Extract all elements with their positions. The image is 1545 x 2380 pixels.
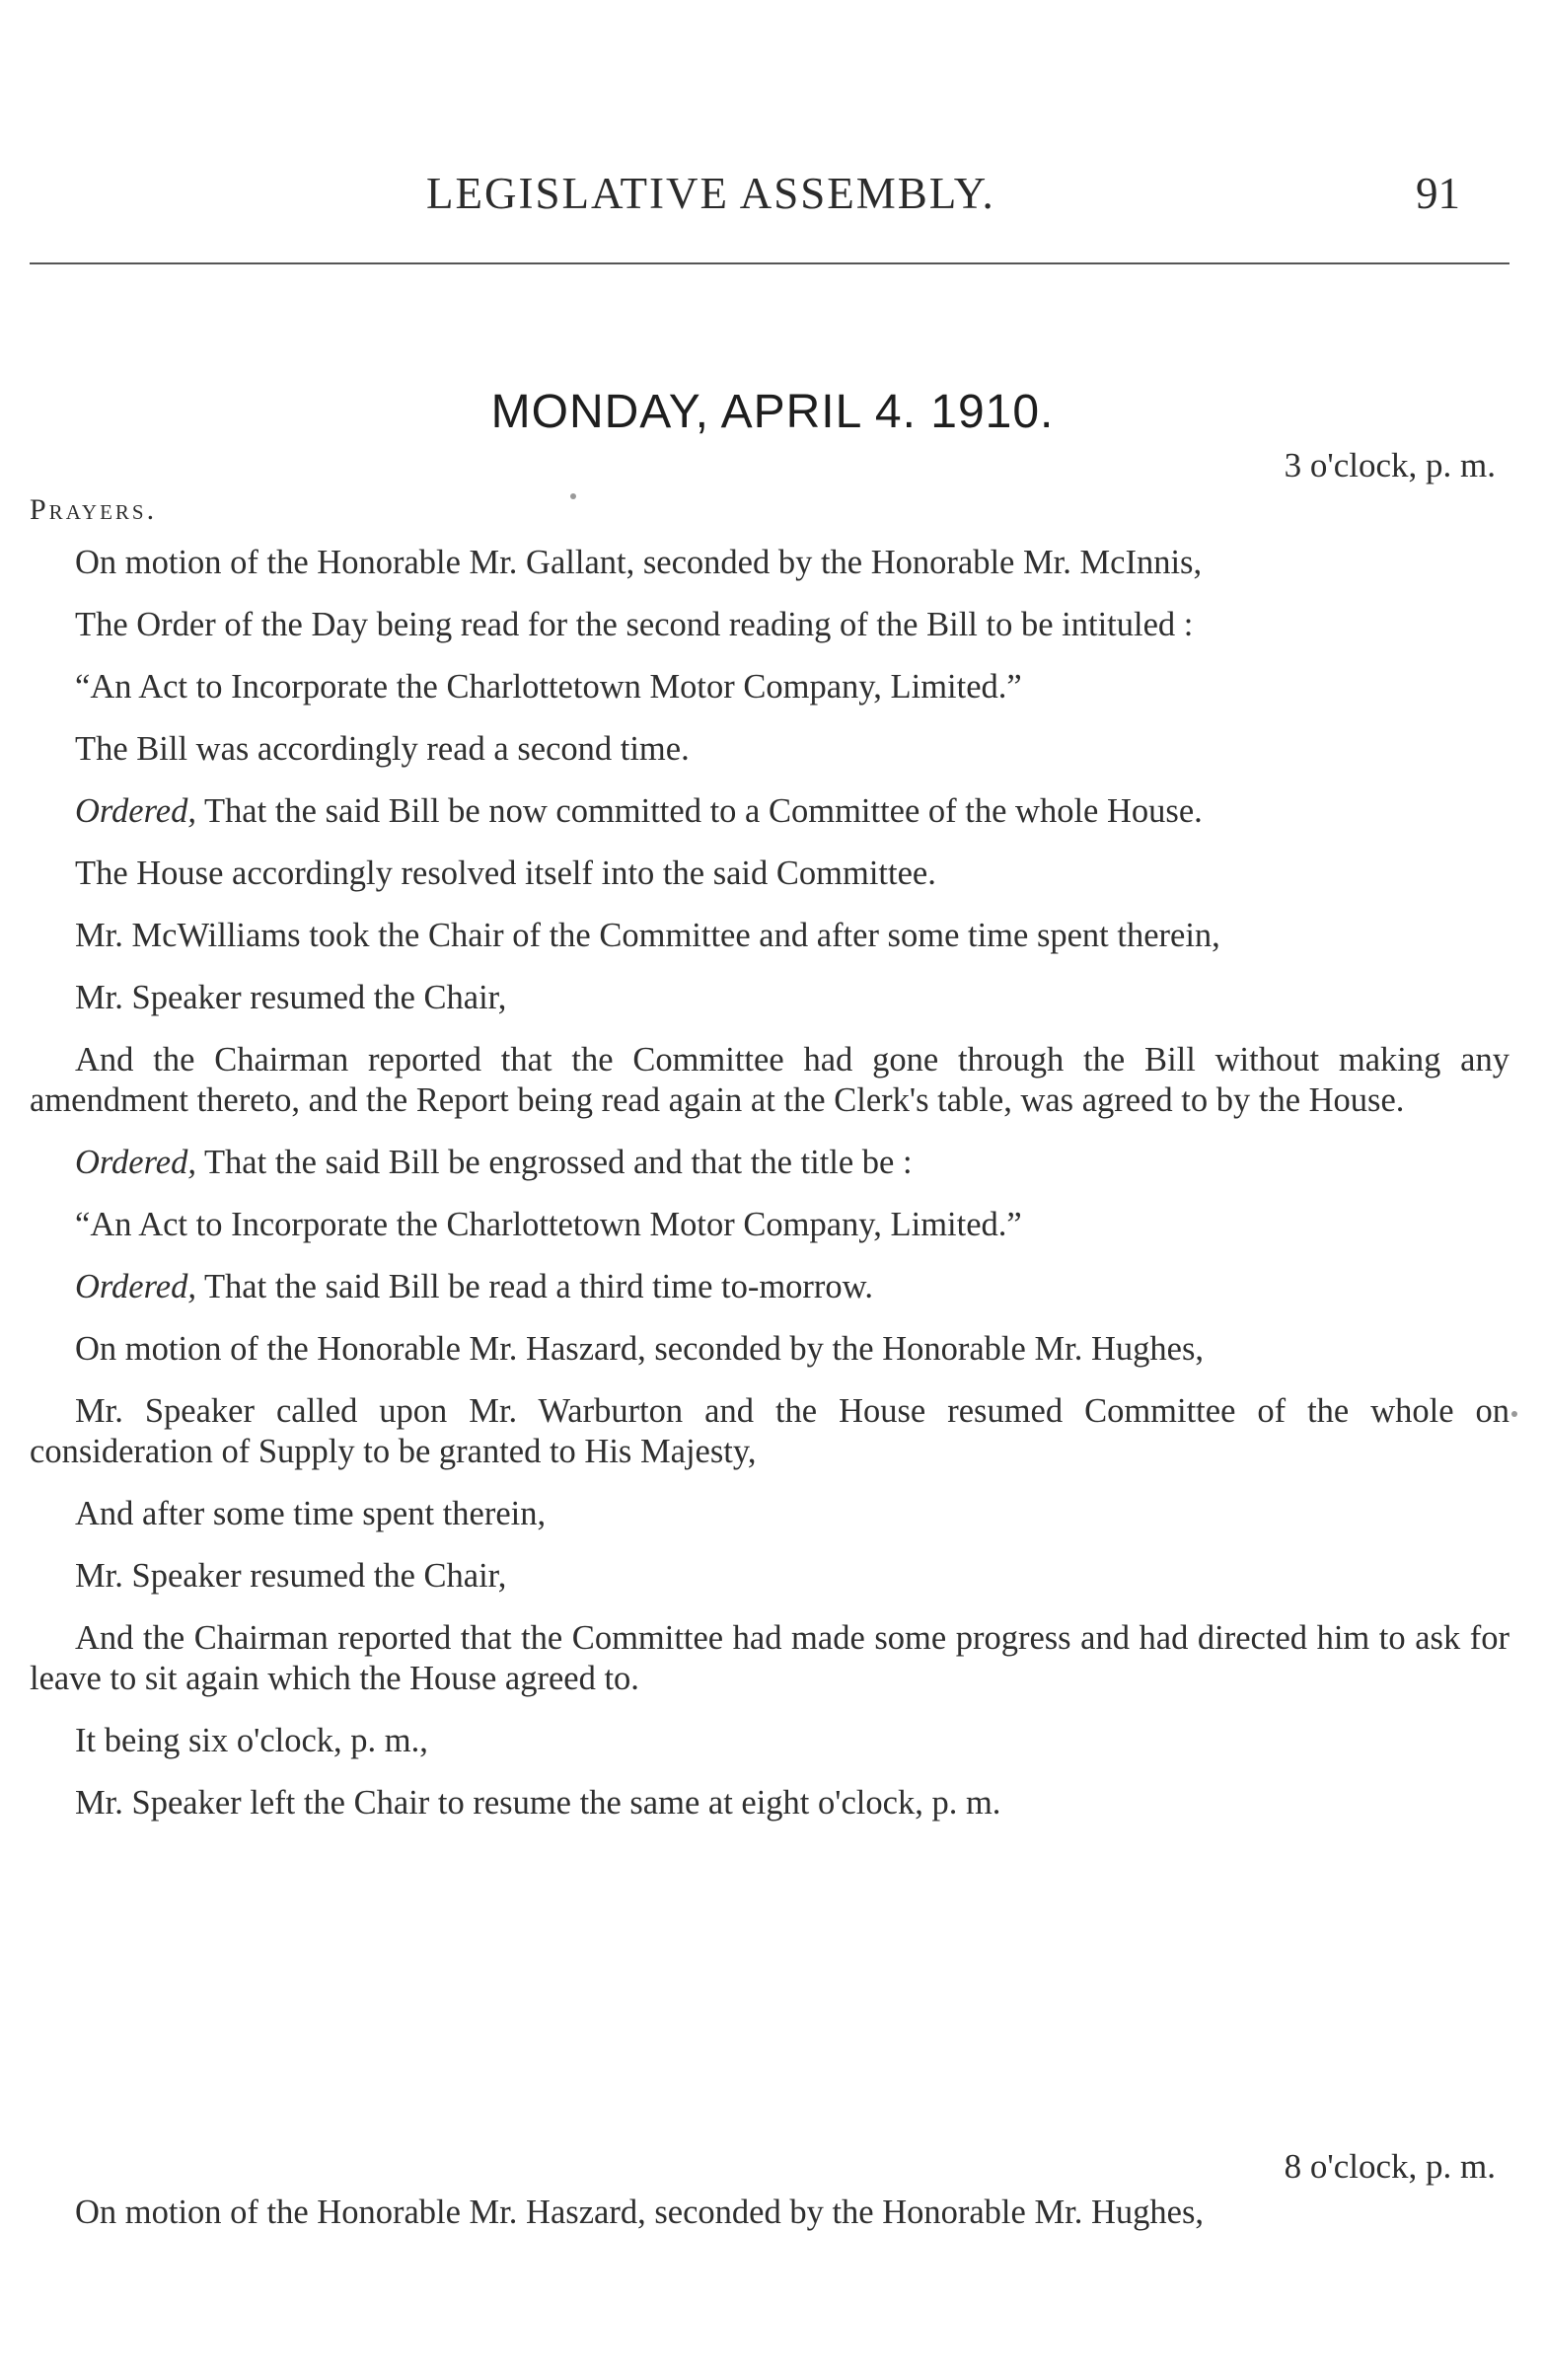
paragraph-text: It being six o'clock, p. m.,	[75, 1722, 428, 1759]
paragraph-text: On motion of the Honorable Mr. Haszard, seconded by the Honorable Mr. Hughes,	[75, 2194, 1204, 2231]
paragraph-text: Mr. Speaker left the Chair to resume the same at eight o'clock, p. m.	[75, 1784, 1001, 1822]
print-speck	[570, 493, 576, 499]
ordered-lead: Ordered,	[75, 1268, 196, 1305]
paragraph	[30, 978, 1509, 1018]
final-paragraph-block	[30, 2193, 1509, 2233]
prayers-label: Prayers.	[30, 493, 158, 526]
print-speck	[1511, 1411, 1517, 1417]
paragraph-text: On motion of the Honorable Mr. Haszard, seconded by the Honorable Mr. Hughes,	[75, 1330, 1204, 1368]
paragraph-text: And after some time spent therein,	[75, 1495, 547, 1532]
paragraph-text: That the said Bill be now committed to a Committee of the whole House.	[195, 792, 1203, 830]
paragraph	[30, 1783, 1509, 1823]
paragraph-text: That the said Bill be engrossed and that the title be :	[195, 1144, 913, 1181]
paragraph	[30, 1494, 1509, 1534]
paragraph	[30, 667, 1509, 707]
date-heading: MONDAY, APRIL 4. 1910.	[490, 386, 1055, 438]
paragraph-text: Mr. Speaker resumed the Chair,	[75, 979, 507, 1016]
minutes-body	[30, 543, 1509, 1823]
paragraph	[30, 1618, 1509, 1699]
paragraph-text: Mr. Speaker called upon Mr. Warburton and the House resumed Committee of the whole on consideration of Supply to be granted to His Majesty,	[30, 1392, 1509, 1470]
page-number: 91	[1416, 169, 1460, 218]
running-title: LEGISLATIVE ASSEMBLY.	[426, 169, 995, 218]
paragraph	[30, 1391, 1509, 1472]
paragraph-text: And the Chairman reported that the Committee had made some progress and had directed him to ask for leave to sit again which the House agreed to.	[30, 1619, 1509, 1697]
header-rule	[30, 262, 1509, 264]
paragraph-text: On motion of the Honorable Mr. Gallant, seconded by the Honorable Mr. McInnis,	[75, 544, 1203, 581]
paragraph	[30, 605, 1509, 645]
time-evening: 8 o'clock, p. m.	[1284, 2147, 1496, 2186]
paragraph	[30, 916, 1509, 956]
paragraph-text: “An Act to Incorporate the Charlottetown Motor Company, Limited.”	[75, 668, 1022, 706]
paragraph-text: Mr. Speaker resumed the Chair,	[75, 1557, 507, 1595]
paragraph	[30, 543, 1509, 583]
paragraph	[30, 1267, 1509, 1307]
paragraph	[30, 1329, 1509, 1370]
paragraph	[30, 854, 1509, 894]
paragraph-text: Mr. McWilliams took the Chair of the Committee and after some time spent therein,	[75, 917, 1220, 954]
paragraph	[30, 1556, 1509, 1597]
paragraph	[30, 1205, 1509, 1245]
paragraph-text: That the said Bill be read a third time to-morrow.	[195, 1268, 873, 1305]
paragraph	[30, 2193, 1509, 2233]
paragraph-text: And the Chairman reported that the Committee had gone through the Bill without making any amendment thereto, and the Report being read again at the Clerk's table, was agreed to by the House.	[30, 1041, 1509, 1119]
paragraph	[30, 729, 1509, 770]
paragraph	[30, 1143, 1509, 1183]
paragraph	[30, 1040, 1509, 1121]
paragraph-text: The Order of the Day being read for the second reading of the Bill to be intituled :	[75, 606, 1194, 643]
paragraph-text: The House accordingly resolved itself into the said Committee.	[75, 855, 936, 892]
running-head	[0, 168, 1545, 227]
paragraph-text: “An Act to Incorporate the Charlottetown Motor Company, Limited.”	[75, 1206, 1022, 1243]
time-afternoon: 3 o'clock, p. m.	[1284, 446, 1496, 484]
ordered-lead: Ordered,	[75, 1144, 196, 1181]
paragraph	[30, 1721, 1509, 1761]
ordered-lead: Ordered,	[75, 792, 196, 830]
paragraph	[30, 791, 1509, 832]
paragraph-text: The Bill was accordingly read a second time.	[75, 730, 690, 768]
